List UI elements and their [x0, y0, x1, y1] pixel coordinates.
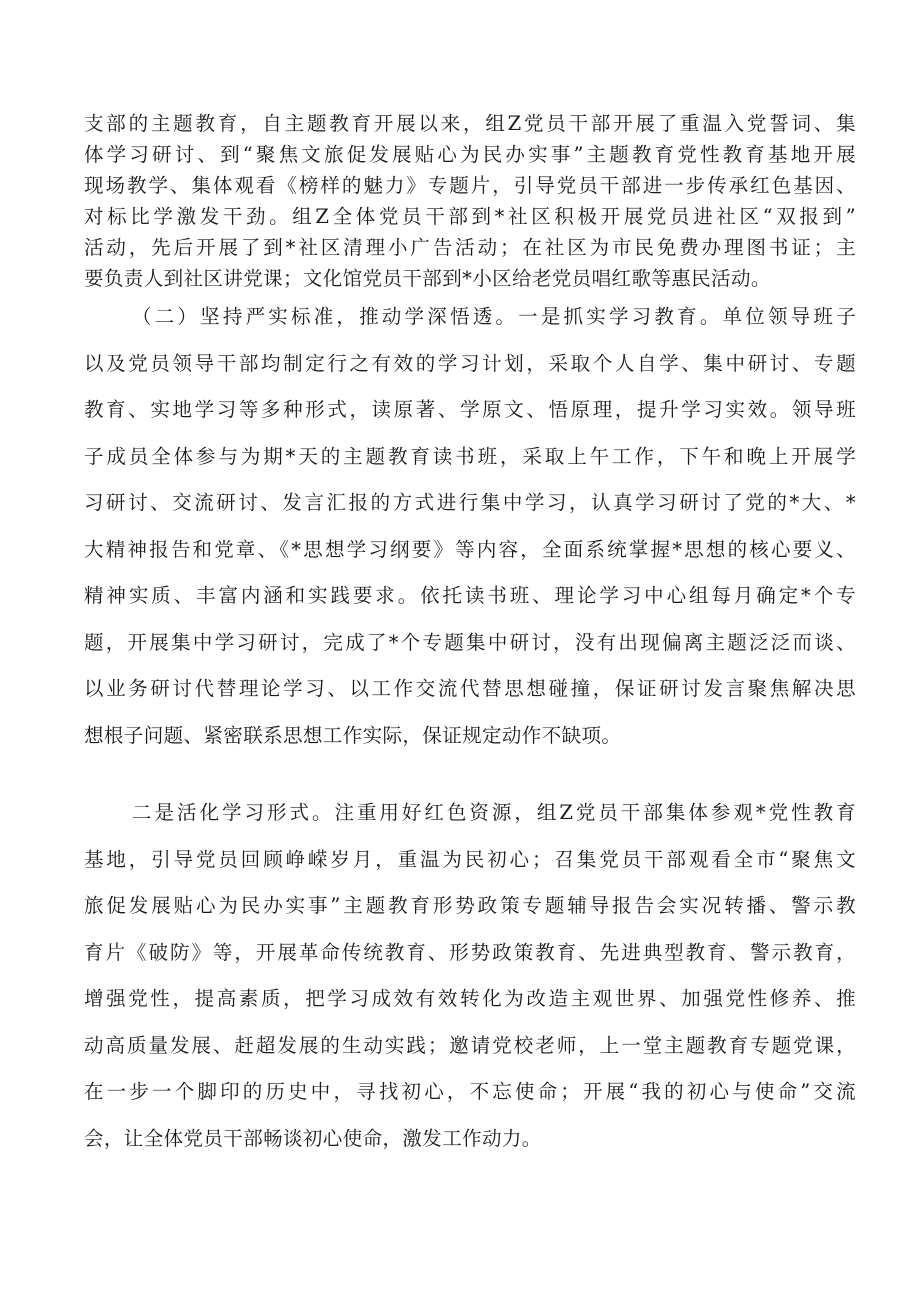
text-line: 教育、实地学习等多种形式，读原著、学原文、悟原理，提升学习实效。领导班	[84, 398, 856, 421]
text-line: 支部的主题教育，自主题教育开展以来，组Z党员干部开展了重温入党誓词、集	[84, 112, 856, 135]
text-line: 旅促发展贴心为民办实事”主题教育形势政策专题辅导报告会实况转播、警示教	[84, 894, 856, 917]
text-line: 精神实质、丰富内涵和实践要求。依托读书班、理论学习中心组每月确定*个专	[84, 584, 856, 607]
text-line: 以及党员领导干部均制定行之有效的学习计划，采取个人自学、集中研讨、专题	[84, 351, 856, 375]
text-line: 题，开展集中学习研讨，完成了*个专题集中研讨，没有出现偏离主题泛泛而谈、	[84, 630, 856, 654]
text-line: 要负责人到社区讲党课；文化馆党员干部到*小区给老党员唱红歌等惠民活动。	[84, 267, 771, 290]
text-line: 动高质量发展、赶超发展的生动实践；邀请党校老师，上一堂主题教育专题党课，	[84, 1033, 856, 1057]
text-line: 想根子问题、紧密联系思想工作实际，保证规定动作不缺项。	[84, 723, 622, 747]
text-line: 在一步一个脚印的历史中，寻找初心，不忘使命；开展“我的初心与使命”交流	[84, 1080, 856, 1103]
text-line: 活动，先后开展了到*社区清理小广告活动；在社区为市民免费办理图书证；主	[84, 236, 856, 259]
text-line: 大精神报告和党章、《*思想学习纲要》等内容，全面系统掌握*思想的核心要义、	[84, 537, 856, 561]
text-line: 习研讨、交流研讨、发言汇报的方式进行集中学习，认真学习研讨了党的*大、*	[84, 491, 856, 514]
text-line: 增强党性，提高素质，把学习成效有效转化为改造主观世界、加强党性修养、推	[84, 987, 856, 1010]
text-line: 子成员全体参与为期*天的主题教育读书班，采取上午工作，下午和晚上开展学	[84, 444, 856, 468]
text-line: 基地，引导党员回顾峥嵘岁月，重温为民初心；召集党员干部观看全市“聚焦文	[84, 847, 856, 871]
text-line: 二是活化学习形式。注重用好红色资源，组Z党员干部集体参观*党性教育	[132, 801, 856, 824]
paragraph-learning-forms	[84, 790, 856, 1162]
text-line: 育片《破防》等，开展革命传统教育、形势政策教育、先进典型教育、警示教育，	[84, 940, 856, 964]
paragraph-branch-education	[84, 108, 856, 294]
text-line: 体学习研讨、到“聚焦文旅促发展贴心为民办实事”主题教育党性教育基地开展	[84, 143, 856, 166]
paragraph-strict-standards	[84, 294, 856, 759]
text-line: （二）坚持严实标准，推动学深悟透。一是抓实学习教育。单位领导班子	[132, 305, 856, 328]
text-line: 对标比学激发干劲。组Z全体党员干部到*社区积极开展党员进社区“双报到”	[84, 205, 856, 228]
text-line: 现场教学、集体观看《榜样的魅力》专题片，引导党员干部进一步传承红色基因、	[84, 174, 856, 197]
text-line: 以业务研讨代替理论学习、以工作交流代替思想碰撞，保证研讨发言聚焦解决思	[84, 677, 856, 700]
text-line: 会，让全体党员干部畅谈初心使命，激发工作动力。	[84, 1126, 542, 1150]
